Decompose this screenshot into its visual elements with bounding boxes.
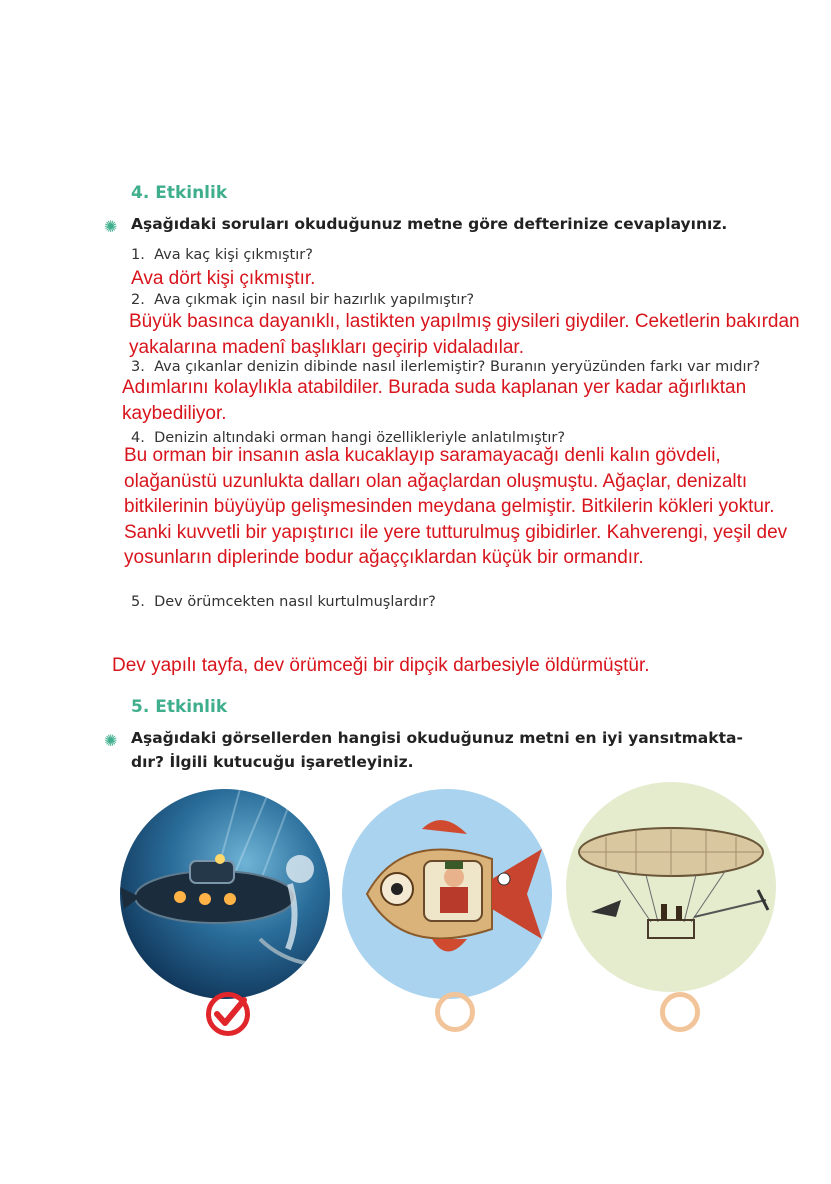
option-checkbox-1[interactable]	[206, 992, 250, 1036]
question-3	[131, 359, 760, 375]
answer-line: Dev yapılı tayfa, dev örümceği bir dipçik darbesiyle öldürmüştür.	[112, 655, 650, 676]
option-image-fish	[342, 789, 552, 999]
question-text: Ava çıkanlar denizin dibinde nasıl ilerlemiştir? Buranın yeryüzünden farkı var mıdır?	[154, 359, 761, 375]
answer-3	[122, 375, 746, 426]
option-image-airship	[566, 782, 776, 992]
question-1	[131, 247, 313, 263]
bullet-star-icon: ✺	[104, 217, 118, 236]
question-number: 2.	[131, 292, 145, 308]
option-checkbox-2[interactable]	[435, 992, 475, 1032]
instruction-line: Aşağıdaki görsellerden hangisi okuduğunuz metni en iyi yansıtmakta-	[131, 729, 743, 747]
question-number: 4.	[131, 430, 145, 446]
answer-line: Sanki kuvvetli bir yapıştırıcı ile yere tutturulmuş gibidirler. Kahverengi, yeşil dev	[124, 521, 788, 543]
answer-line: olağanüstü uzunlukta dalları olan ağaçlardan oluşmuştu. Ağaçlar, denizaltı	[124, 470, 748, 492]
answer-1	[131, 266, 315, 292]
fish-illustration	[342, 789, 552, 999]
question-5	[131, 594, 436, 610]
answer-line: kaybediliyor.	[122, 402, 227, 424]
activity5-instruction	[131, 726, 771, 774]
answer-line: yakalarına madenî başlıkları geçirip vidaladılar.	[129, 336, 524, 358]
question-number: 1.	[131, 247, 145, 263]
answer-line: Büyük basınca dayanıklı, lastikten yapılmış giysileri giydiler. Ceketlerin bakırdan	[129, 311, 800, 332]
answer-5	[112, 653, 650, 679]
answer-line: Adımlarını kolaylıkla atabildiler. Burada suda kaplanan yer kadar ağırlıktan	[122, 377, 747, 398]
question-text: Denizin altındaki orman hangi özellikleriyle anlatılmıştır?	[154, 430, 566, 446]
question-text: Ava kaç kişi çıkmıştır?	[154, 247, 313, 263]
option-image-submarine	[120, 789, 330, 999]
answer-2	[129, 309, 800, 360]
submarine-illustration	[120, 789, 330, 999]
option-checkbox-3[interactable]	[660, 992, 700, 1032]
question-text: Ava çıkmak için nasıl bir hazırlık yapılmıştır?	[154, 292, 475, 308]
question-number: 5.	[131, 594, 145, 610]
question-number: 3.	[131, 359, 145, 375]
checkmark-icon	[206, 992, 250, 1036]
bullet-star-icon: ✺	[104, 731, 118, 750]
answer-line: Bu orman bir insanın asla kucaklayıp saramayacağı denli kalın gövdeli,	[124, 445, 721, 466]
answer-line: bitkilerinin büyüyüp gelişmesinden meydana gelmiştir. Bitkilerin kökleri yoktur.	[124, 496, 775, 517]
airship-illustration	[566, 782, 776, 992]
answer-line: yosunların diplerinde bodur ağaççıklardan küçük bir ormandır.	[124, 547, 644, 568]
question-2	[131, 292, 474, 308]
question-text: Dev örümcekten nasıl kurtulmuşlardır?	[154, 594, 436, 610]
instruction-line: dır? İlgili kutucuğu işaretleyiniz.	[131, 753, 414, 771]
answer-line: Ava dört kişi çıkmıştır.	[131, 268, 316, 289]
activity5-heading: 5. Etkinlik	[131, 697, 228, 717]
answer-4	[124, 443, 787, 571]
activity4-heading: 4. Etkinlik	[131, 183, 228, 203]
activity4-instruction: Aşağıdaki soruları okuduğunuz metne göre defterinize cevaplayınız.	[131, 215, 728, 233]
